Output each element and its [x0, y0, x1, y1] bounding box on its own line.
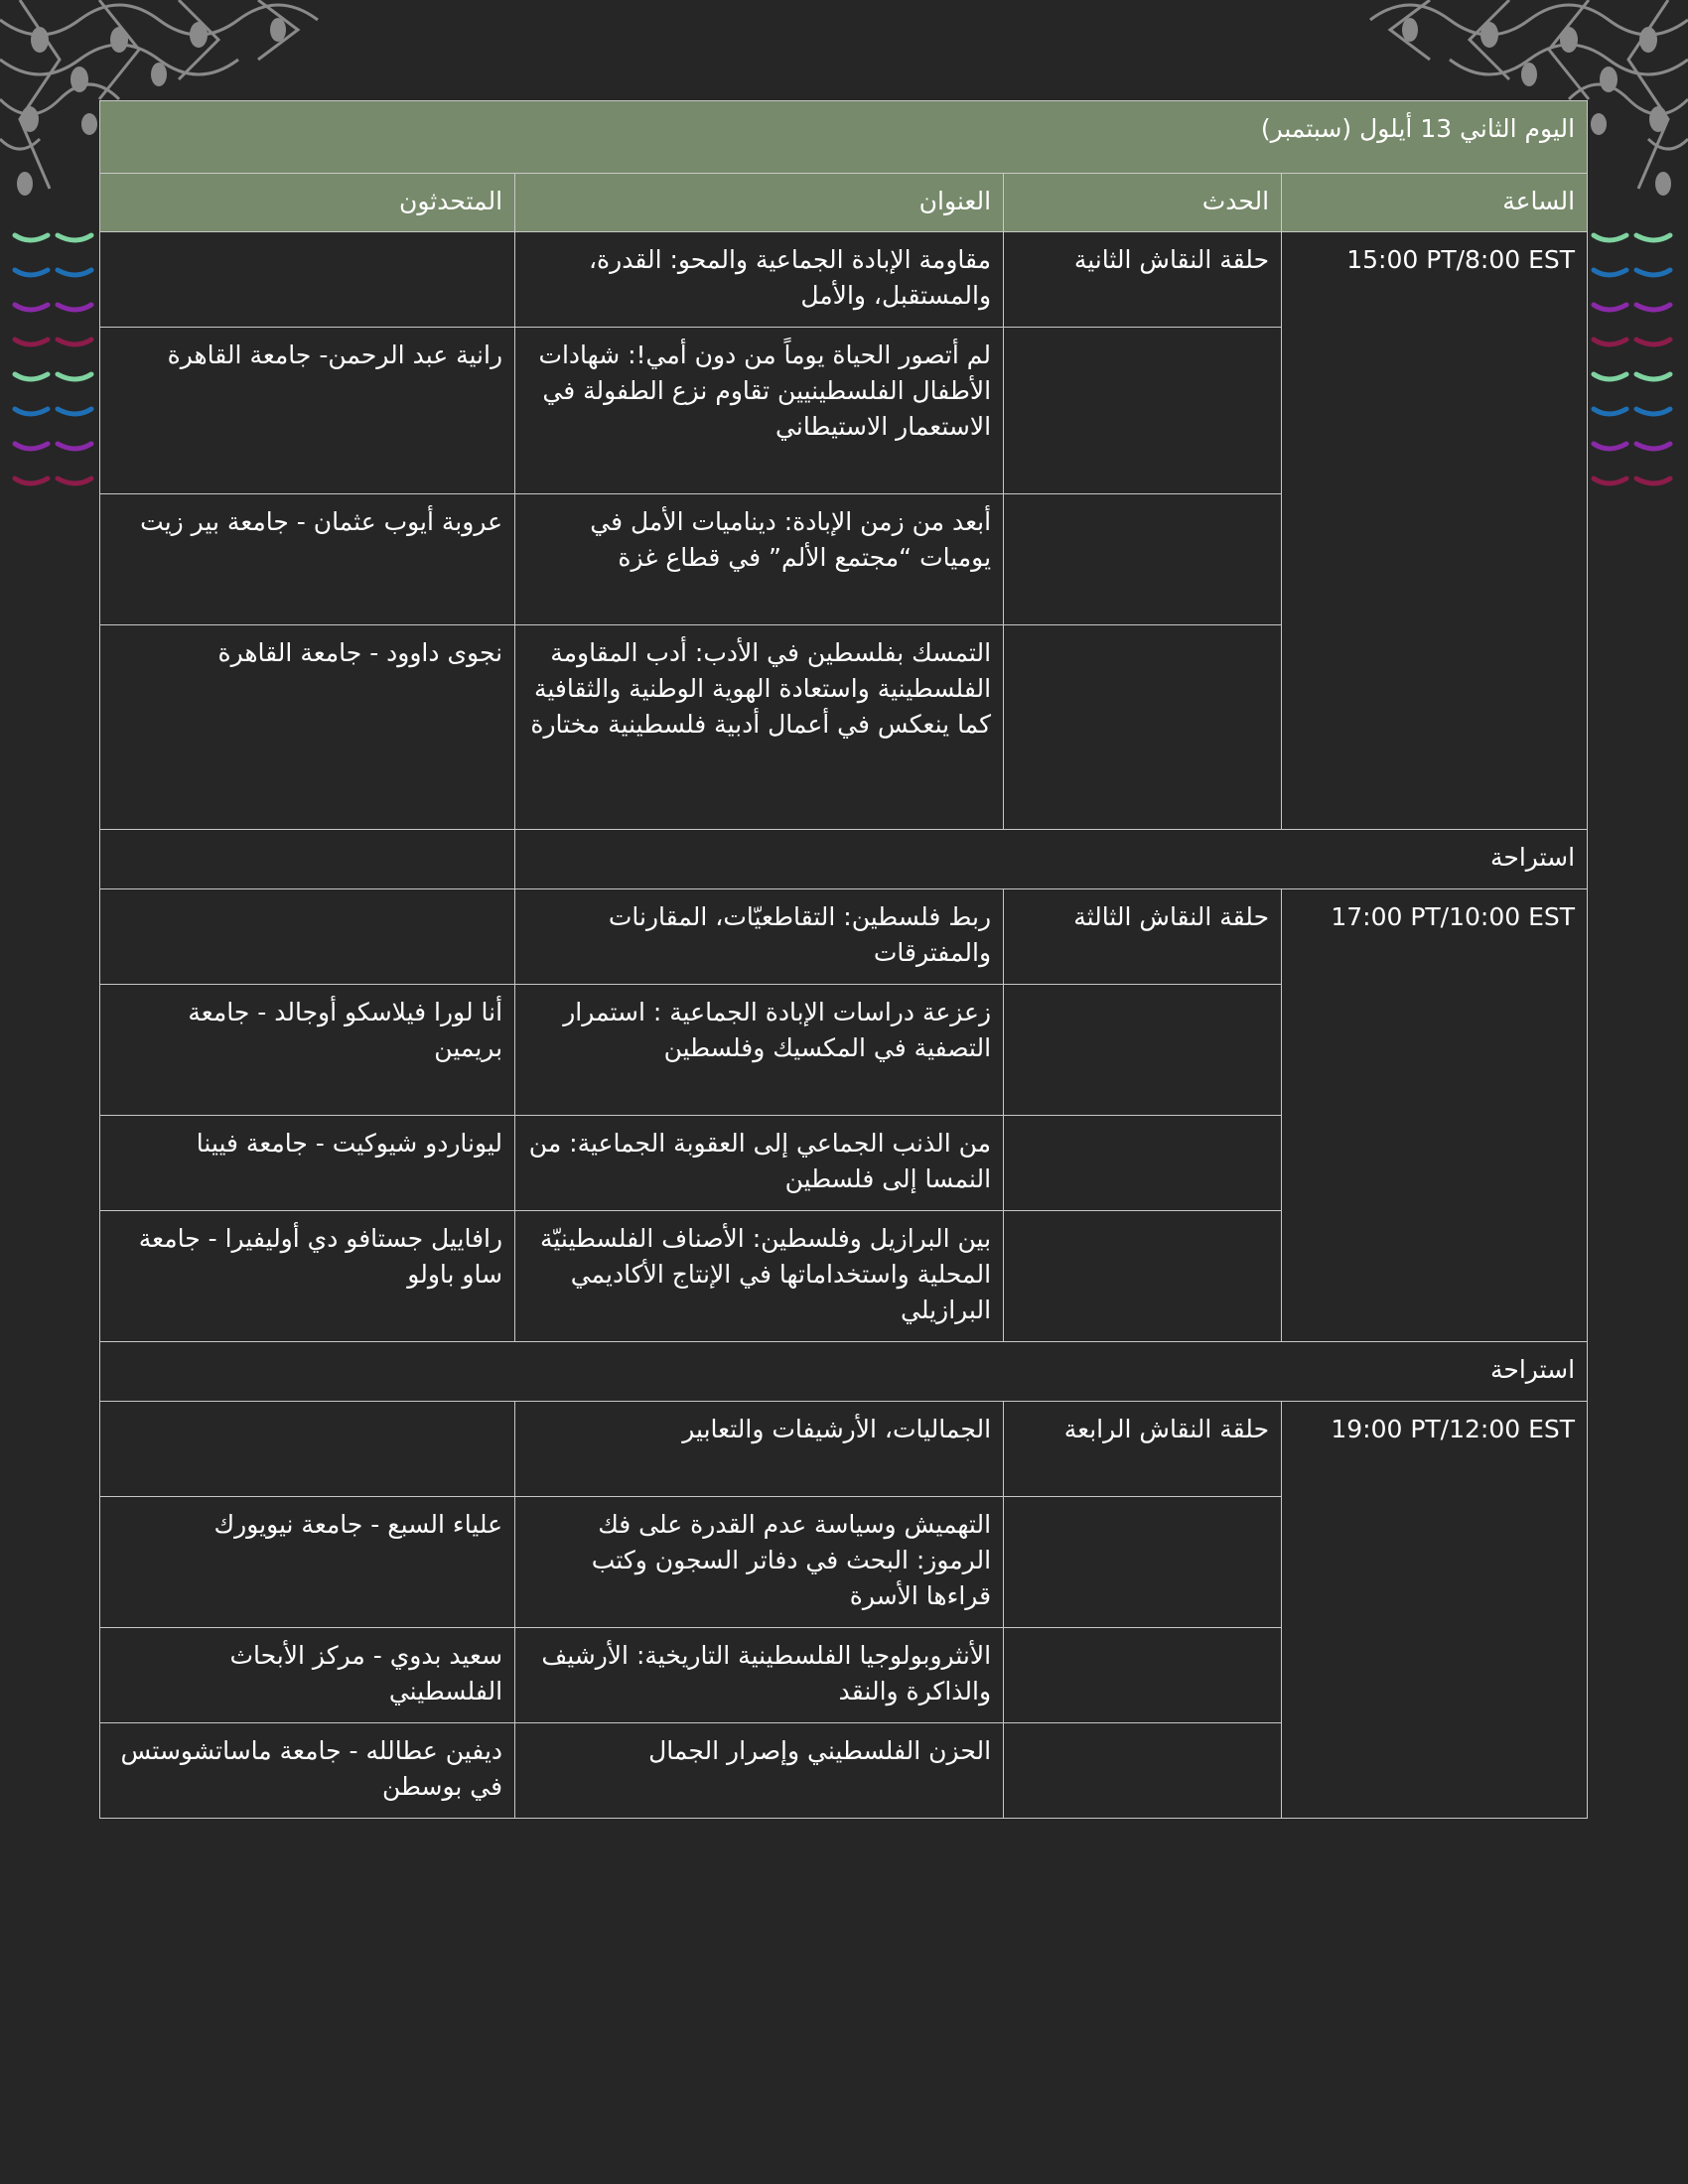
session-time: 19:00 PT/12:00 EST: [1282, 1402, 1588, 1819]
panel-title: مقاومة الإبادة الجماعية والمحو: القدرة، والمستقبل، والأمل: [515, 232, 1004, 328]
table-row: [100, 232, 1588, 328]
speaker-name: سعيد بدوي - مركز الأبحاث الفلسطيني: [100, 1628, 515, 1723]
header-row: [100, 174, 1588, 232]
talk-title: من الذنب الجماعي إلى العقوبة الجماعية: من النمسا إلى فلسطين: [515, 1116, 1004, 1211]
panel-title: ربط فلسطين: التقاطعيّات، المقارنات والمفترقات: [515, 889, 1004, 985]
speaker-cell: [100, 889, 515, 985]
column-header-title: العنوان: [515, 174, 1004, 232]
talk-title: التمسك بفلسطين في الأدب: أدب المقاومة الفلسطينية واستعادة الهوية الوطنية والثقافية كما ينعكس في أعمال أدبية فلسطينية مختارة: [515, 625, 1004, 830]
event-cell: [1004, 494, 1282, 625]
break-label: استراحة: [515, 830, 1588, 889]
talk-title: التهميش وسياسة عدم القدرة على فك الرموز: البحث في دفاتر السجون وكتب قراءها الأسرة: [515, 1497, 1004, 1628]
talk-title: أبعد من زمن الإبادة: ديناميات الأمل في يوميات “مجتمع الألم” في قطاع غزة: [515, 494, 1004, 625]
session-time: 17:00 PT/10:00 EST: [1282, 889, 1588, 1342]
speaker-name: علياء السبع - جامعة نيويورك: [100, 1497, 515, 1628]
speaker-name: أنا لورا فيلاسكو أوجالد - جامعة بريمين: [100, 985, 515, 1116]
speaker-name: رانية عبد الرحمن- جامعة القاهرة: [100, 328, 515, 494]
speaker-name: رافاييل جستافو دي أوليفيرا - جامعة ساو باولو: [100, 1211, 515, 1342]
event-cell: [1004, 1497, 1282, 1628]
break-empty-cell: [100, 830, 515, 889]
column-header-speakers: المتحدثون: [100, 174, 515, 232]
talk-title: الأنثروبولوجيا الفلسطينية التاريخية: الأرشيف والذاكرة والنقد: [515, 1628, 1004, 1723]
embroidery-strip-left-icon: [10, 223, 99, 501]
event-cell: [1004, 985, 1282, 1116]
table-row: [100, 889, 1588, 985]
speaker-name: عروبة أيوب عثمان - جامعة بير زيت: [100, 494, 515, 625]
session-event: حلقة النقاش الرابعة: [1004, 1402, 1282, 1497]
embroidery-strip-right-icon: [1589, 223, 1678, 501]
panel-title: الجماليات، الأرشيفات والتعابير: [515, 1402, 1004, 1497]
talk-title: لم أتصور الحياة يوماً من دون أمي!: شهادات الأطفال الفلسطينيين تقاوم نزع الطفولة في الاستعمار الاستيطاني: [515, 328, 1004, 494]
column-header-event: الحدث: [1004, 174, 1282, 232]
column-header-time: الساعة: [1282, 174, 1588, 232]
event-cell: [1004, 328, 1282, 494]
break-row: [100, 830, 1588, 889]
talk-title: زعزعة دراسات الإبادة الجماعية : استمرار التصفية في المكسيك وفلسطين: [515, 985, 1004, 1116]
talk-title: بين البرازيل وفلسطين: الأصناف الفلسطينيّة المحلية واستخداماتها في الإنتاج الأكاديمي البرازيلي: [515, 1211, 1004, 1342]
speaker-name: ليوناردو شيوكيت - جامعة فيينا: [100, 1116, 515, 1211]
schedule-table: [99, 100, 1588, 1819]
break-label: استراحة: [100, 1342, 1588, 1402]
session-event: حلقة النقاش الثالثة: [1004, 889, 1282, 985]
event-cell: [1004, 1116, 1282, 1211]
speaker-cell: [100, 232, 515, 328]
speaker-cell: [100, 1402, 515, 1497]
talk-title: الحزن الفلسطيني وإصرار الجمال: [515, 1723, 1004, 1819]
session-event: حلقة النقاش الثانية: [1004, 232, 1282, 328]
day-title: اليوم الثاني 13 أيلول (سبتمبر): [100, 101, 1588, 174]
event-cell: [1004, 625, 1282, 830]
table-row: [100, 1402, 1588, 1497]
speaker-name: نجوى داوود - جامعة القاهرة: [100, 625, 515, 830]
session-time: 15:00 PT/8:00 EST: [1282, 232, 1588, 830]
break-row: [100, 1342, 1588, 1402]
event-cell: [1004, 1628, 1282, 1723]
event-cell: [1004, 1211, 1282, 1342]
speaker-name: ديفين عطالله - جامعة ماساتشوستس في بوسطن: [100, 1723, 515, 1819]
event-cell: [1004, 1723, 1282, 1819]
title-row: [100, 101, 1588, 174]
